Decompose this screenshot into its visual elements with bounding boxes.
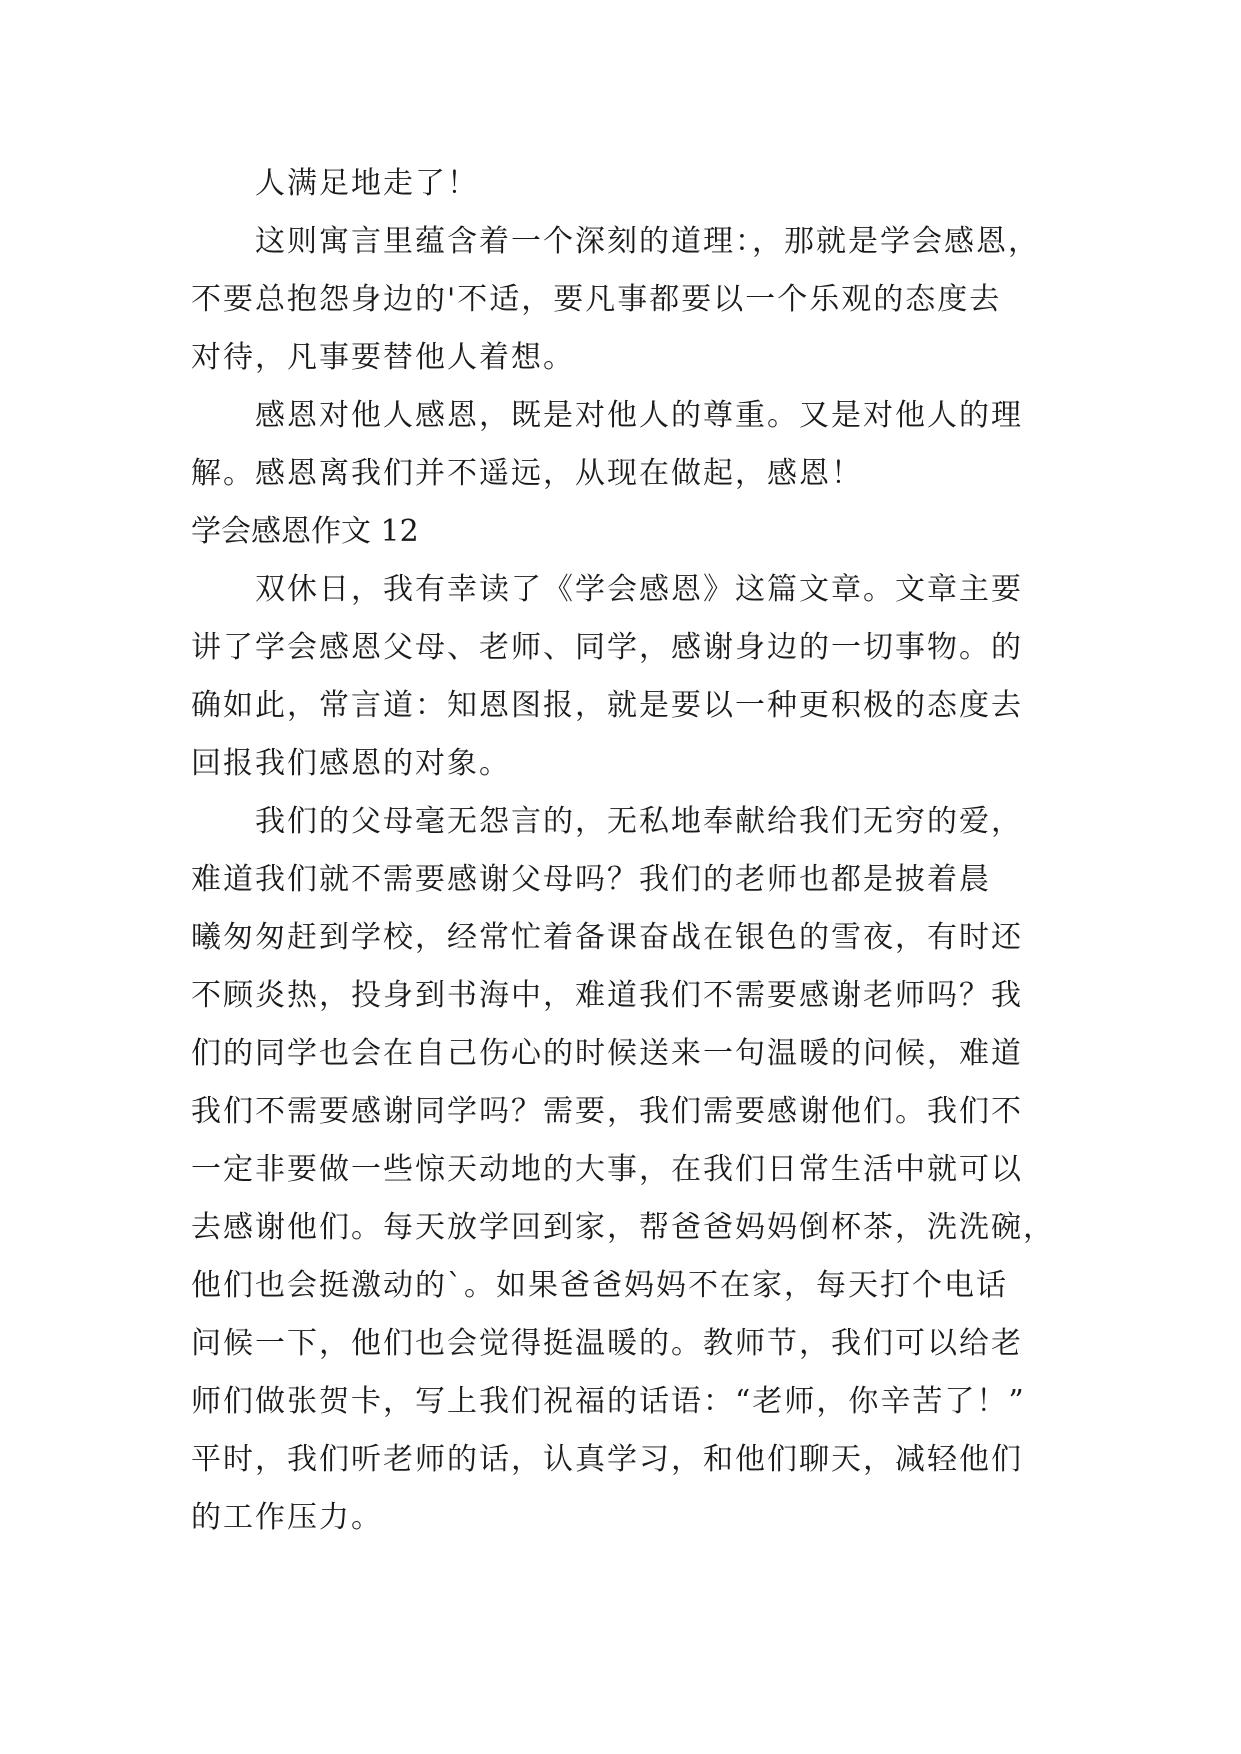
heading-text: 学会感恩作文 12 bbox=[191, 514, 419, 549]
text-line: 去感谢他们。每天放学回到家，帮爸爸妈妈倒杯茶，洗洗碗， bbox=[191, 1210, 1055, 1245]
text-line: 人满足地走了！ bbox=[255, 166, 479, 201]
document-body bbox=[191, 155, 1055, 1547]
paragraph bbox=[191, 213, 1051, 387]
paragraph bbox=[191, 155, 1051, 213]
text-line: 讲了学会感恩父母、老师、同学，感谢身边的一切事物。的 bbox=[191, 630, 1023, 665]
text-line: 他们也会挺激动的`。如果爸爸妈妈不在家，每天打个电话 bbox=[191, 1268, 1008, 1303]
text-line: 曦匆匆赶到学校，经常忙着备课奋战在银色的雪夜，有时还 bbox=[191, 920, 1023, 955]
text-line: 问候一下，他们也会觉得挺温暖的。教师节，我们可以给老 bbox=[191, 1326, 1023, 1361]
text-line: 的工作压力。 bbox=[191, 1500, 383, 1535]
text-line: 师们做张贺卡，写上我们祝福的话语：“老师，你辛苦了！” bbox=[191, 1384, 1026, 1419]
text-line: 回报我们感恩的对象。 bbox=[191, 746, 511, 781]
text-line: 对待，凡事要替他人着想。 bbox=[191, 340, 575, 375]
text-line: 平时，我们听老师的话，认真学习，和他们聊天，减轻他们 bbox=[191, 1442, 1023, 1477]
paragraph bbox=[191, 561, 1051, 793]
text-line: 我们不需要感谢同学吗？需要，我们需要感谢他们。我们不 bbox=[191, 1094, 1023, 1129]
text-line: 们的同学也会在自己伤心的时候送来一句温暖的问候，难道 bbox=[191, 1036, 1023, 1071]
text-line: 这则寓言里蕴含着一个深刻的道理：，那就是学会感恩， bbox=[255, 224, 1040, 259]
text-line: 感恩对他人感恩，既是对他人的尊重。又是对他人的理 bbox=[255, 398, 1023, 433]
text-line: 双休日，我有幸读了《学会感恩》这篇文章。文章主要 bbox=[255, 572, 1023, 607]
text-line: 不要总抱怨身边的'不适，要凡事都要以一个乐观的态度去 bbox=[191, 282, 1002, 317]
text-line: 难道我们就不需要感谢父母吗？我们的老师也都是披着晨 bbox=[191, 862, 991, 897]
paragraph bbox=[191, 793, 1055, 1547]
text-line: 解。感恩离我们并不遥远，从现在做起，感恩！ bbox=[191, 456, 863, 491]
text-line: 不顾炎热，投身到书海中，难道我们不需要感谢老师吗？我 bbox=[191, 978, 1023, 1013]
paragraph bbox=[191, 387, 1051, 503]
text-line: 一定非要做一些惊天动地的大事，在我们日常生活中就可以 bbox=[191, 1152, 1023, 1187]
section-heading bbox=[191, 503, 1051, 561]
text-line: 我们的父母毫无怨言的，无私地奉献给我们无穷的爱， bbox=[255, 804, 1023, 839]
text-line: 确如此，常言道：知恩图报，就是要以一种更积极的态度去 bbox=[191, 688, 1023, 723]
